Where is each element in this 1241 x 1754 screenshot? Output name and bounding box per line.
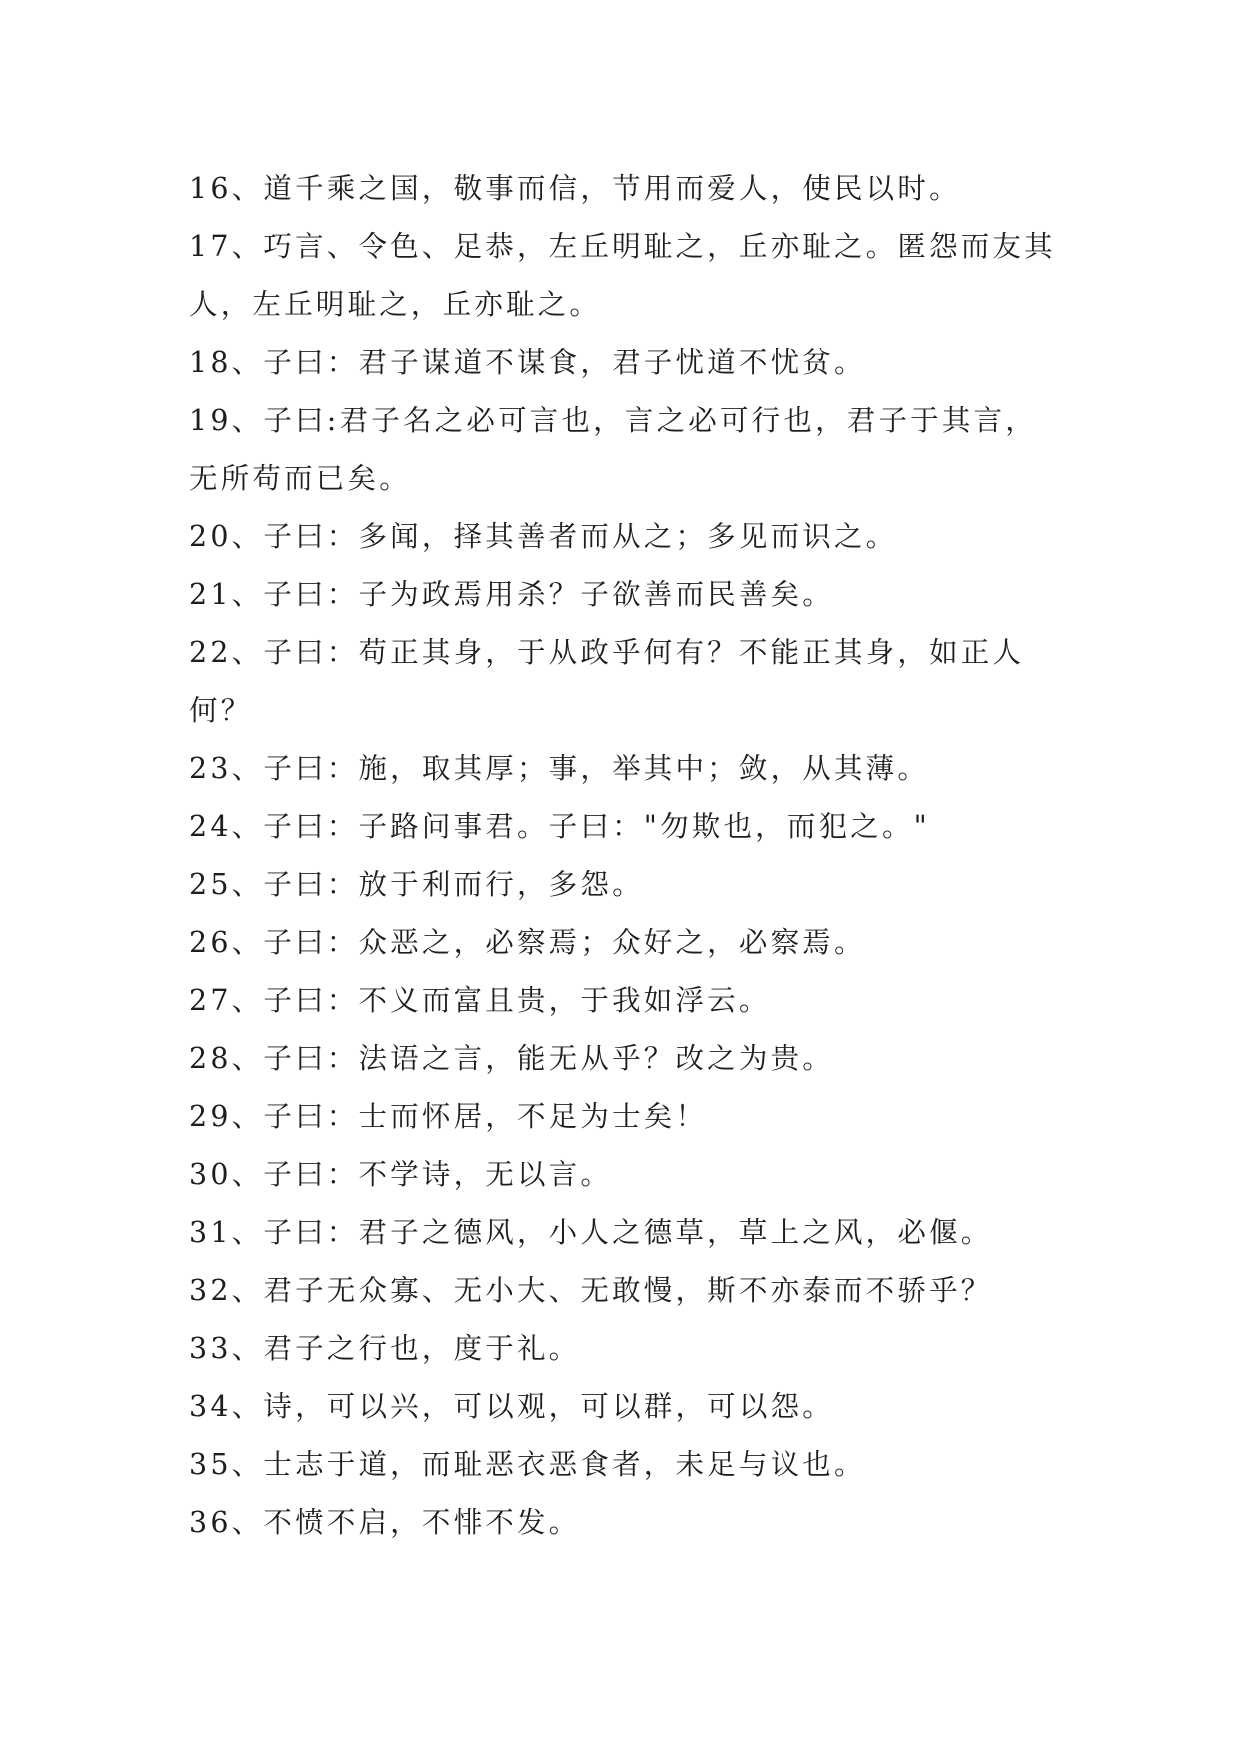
quote-item-18: 18、子曰：君子谋道不谋食，君子忧道不忧贫。 [189,346,866,379]
quote-list [189,160,1059,1552]
quote-item-34: 34、诗，可以兴，可以观，可以群，可以怨。 [189,1390,834,1423]
quote-item-31: 31、子曰：君子之德风，小人之德草，草上之风，必偃。 [189,1216,993,1249]
quote-item-25: 25、子曰：放于利而行，多怨。 [189,868,644,901]
quote-item-35: 35、士志于道，而耻恶衣恶食者，未足与议也。 [189,1448,866,1481]
quote-item-19: 19、子曰:君子名之必可言也，言之必可行也，君子于其言，无所苟而已矣。 [189,404,1037,495]
quote-item-36: 36、不愤不启，不悱不发。 [189,1506,581,1539]
quote-item-27: 27、子曰：不义而富且贵，于我如浮云。 [189,984,771,1017]
quote-item-16: 16、道千乘之国，敬事而信，节用而爱人，使民以时。 [189,172,961,205]
quote-item-21: 21、子曰：子为政焉用杀？子欲善而民善矣。 [189,578,834,611]
quote-item-23: 23、子曰：施，取其厚；事，举其中；敛，从其薄。 [189,752,930,785]
quote-item-17: 17、巧言、令色、足恭，左丘明耻之，丘亦耻之。匿怨而友其人，左丘明耻之，丘亦耻之。 [189,230,1056,321]
quote-item-33: 33、君子之行也，度于礼。 [189,1332,581,1365]
quote-item-28: 28、子曰：法语之言，能无从乎？改之为贵。 [189,1042,834,1075]
quote-item-29: 29、子曰：士而怀居，不足为士矣！ [189,1100,708,1133]
quote-item-30: 30、子曰：不学诗，无以言。 [189,1158,613,1191]
quote-item-20: 20、子曰：多闻，择其善者而从之；多见而识之。 [189,520,898,553]
quote-item-32: 32、君子无众寡、无小大、无敢慢，斯不亦泰而不骄乎？ [189,1274,993,1307]
quote-item-22: 22、子曰：苟正其身，于从政乎何有？不能正其身，如正人何？ [189,636,1025,727]
quote-item-26: 26、子曰：众恶之，必察焉；众好之，必察焉。 [189,926,866,959]
quote-item-24: 24、子曰：子路问事君。子曰："勿欺也，而犯之。" [189,810,930,843]
